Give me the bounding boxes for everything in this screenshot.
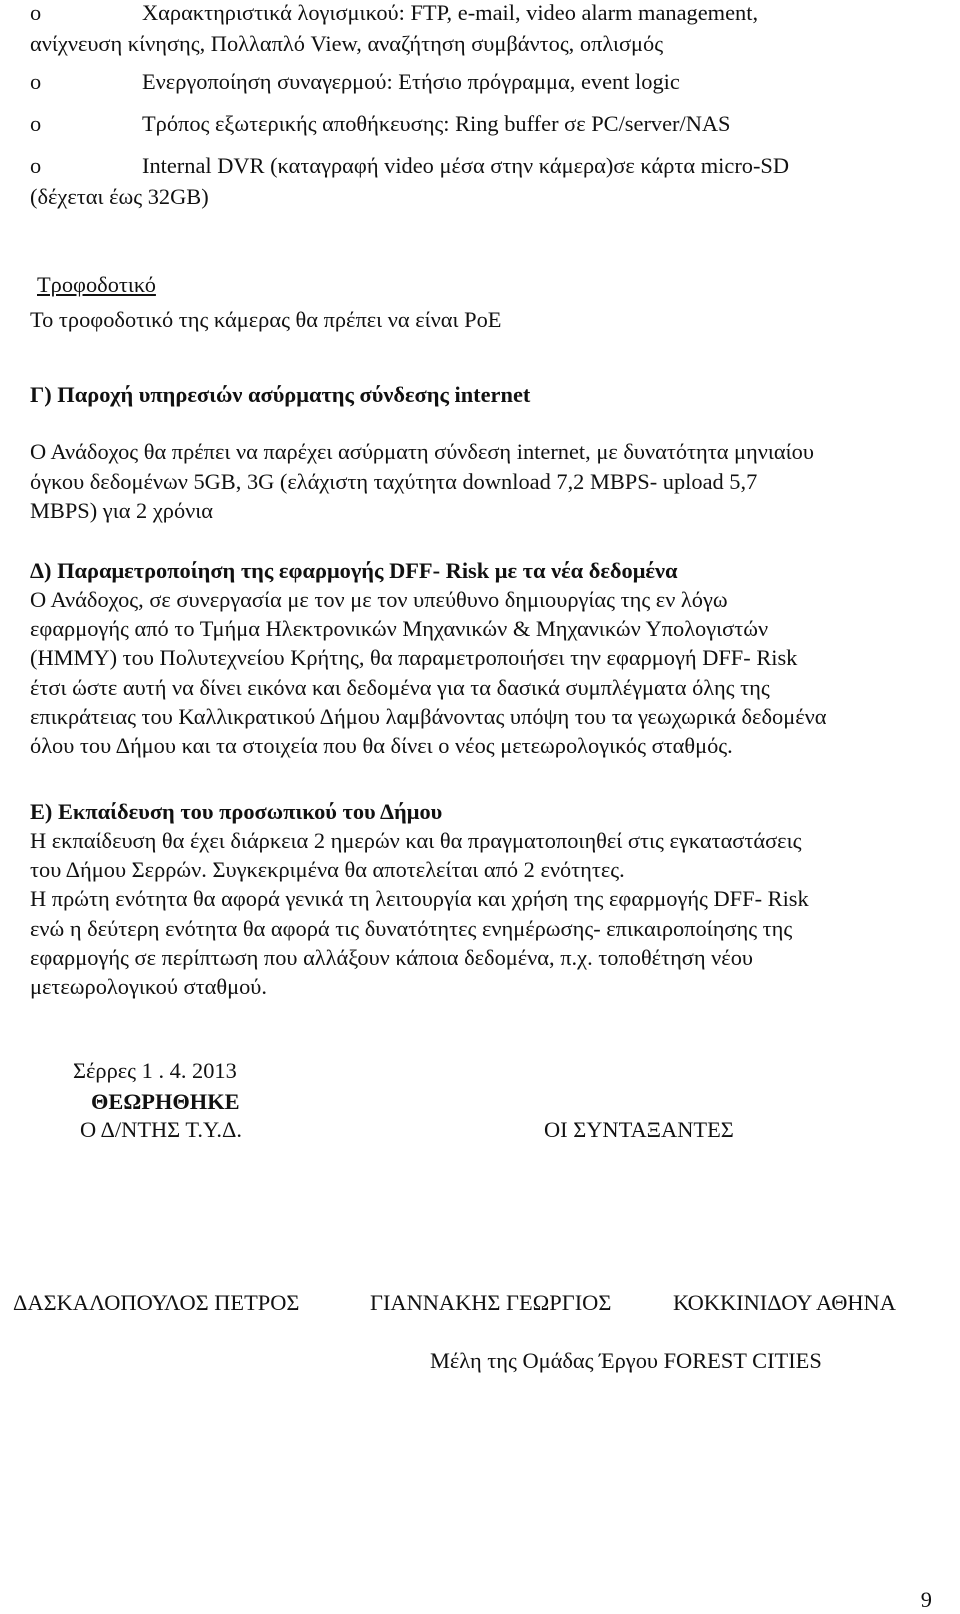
section-d-line: επικράτειας του Καλλικρατικού Δήμου λαμβάνοντας υπόψη του τα γεωχωρικά δεδομένα bbox=[30, 703, 827, 729]
place-date: Σέρρες 1 . 4. 2013 bbox=[73, 1058, 237, 1083]
section-g-heading: Γ) Παροχή υπηρεσιών ασύρματης σύνδεσης internet bbox=[30, 382, 531, 407]
section-d-line: εφαρμογής από το Τμήμα Ηλεκτρονικών Μηχανικών & Μηχανικών Υπολογιστών bbox=[30, 616, 769, 642]
bullet-marker: o bbox=[30, 69, 42, 94]
approved-label: ΘΕΩΡΗΘΗΚΕ bbox=[91, 1089, 240, 1114]
power-supply-heading: Τροφοδοτικό bbox=[37, 272, 156, 297]
section-g-line: όγκου δεδομένων 5GB, 3G (ελάχιστη ταχύτητα download 7,2 MBPS- upload 5,7 bbox=[30, 468, 758, 494]
bullet-text-continued: (δέχεται έως 32GB) bbox=[30, 184, 209, 209]
bullet-software-features bbox=[30, 0, 930, 59]
section-e-heading: Ε) Εκπαίδευση του προσωπικού του Δήμου bbox=[30, 799, 443, 824]
section-e-line: Η εκπαίδευση θα έχει διάρκεια 2 ημερών και θα πραγματοποιηθεί στις εγκαταστάσεις bbox=[30, 828, 802, 853]
bullet-marker: o bbox=[30, 153, 42, 178]
signatory-name-3: ΚΟΚΚΙΝΙΔΟΥ ΑΘΗΝΑ bbox=[673, 1290, 896, 1315]
bullet-marker: o bbox=[30, 0, 42, 25]
section-d-line: έτσι ώστε αυτή να δίνει εικόνα και δεδομένα για τα δασικά συμπλέγματα όλης της bbox=[30, 674, 770, 700]
page-number: 9 bbox=[920, 1587, 932, 1612]
bullet-text: Internal DVR (καταγραφή video μέσα στην κάμερα)σε κάρτα micro-SD bbox=[142, 153, 790, 178]
bullet-text-continued: ανίχνευση κίνησης, Πολλαπλό View, αναζήτηση συμβάντος, οπλισμός bbox=[30, 31, 664, 56]
section-d-heading: Δ) Παραμετροποίηση της εφαρμογής DFF- Risk με τα νέα δεδομένα bbox=[30, 558, 678, 583]
bullet-alarm-activation bbox=[30, 66, 930, 97]
bullet-external-storage bbox=[30, 108, 930, 139]
section-e-line: του Δήμου Σερρών. Συγκεκριμένα θα αποτελείται από 2 ενότητες. bbox=[30, 857, 625, 883]
section-e-line: εφαρμογής σε περίπτωση που αλλάξουν κάποια δεδομένα, π.χ. τοποθέτηση νέου bbox=[30, 944, 753, 970]
power-supply-text: Το τροφοδοτικό της κάμερας θα πρέπει να είναι PoE bbox=[30, 307, 502, 332]
section-d-line: όλου του Δήμου και τα στοιχεία που θα δίνει ο νέος μετεωρολογικός σταθμός. bbox=[30, 733, 733, 759]
signatory-name-1: ΔΑΣΚΑΛΟΠΟΥΛΟΣ ΠΕΤΡΟΣ bbox=[13, 1290, 300, 1315]
section-d-line: (ΗΜΜΥ) του Πολυτεχνείου Κρήτης, θα παραμετροποιήσει την εφαρμογή DFF- Risk bbox=[30, 645, 798, 671]
bullet-text: Τρόπος εξωτερικής αποθήκευσης: Ring buffer σε PC/server/NAS bbox=[142, 111, 731, 136]
team-caption: Μέλη της Ομάδας Έργου FOREST CITIES bbox=[430, 1348, 822, 1373]
bullet-text: Χαρακτηριστικά λογισμικού: FTP, e-mail, video alarm management, bbox=[142, 0, 759, 25]
section-e-body bbox=[30, 826, 928, 1001]
section-g-line: Ο Ανάδοχος θα πρέπει να παρέχει ασύρματη σύνδεση internet, με δυνατότητα μηνιαίου bbox=[30, 439, 814, 464]
bullet-text: Ενεργοποίηση συναγερμού: Ετήσιο πρόγραμμα, event logic bbox=[142, 69, 680, 94]
section-g-body bbox=[30, 437, 928, 526]
section-g-line: MBPS) για 2 χρόνια bbox=[30, 498, 214, 523]
bullet-internal-dvr bbox=[30, 150, 930, 212]
section-e-line: ενώ η δεύτερη ενότητα θα αφορά τις δυνατότητες ενημέρωσης- επικαιροποίησης της bbox=[30, 915, 793, 941]
section-e-line: Η πρώτη ενότητα θα αφορά γενικά τη λειτουργία και χρήση της εφαρμογής DFF- Risk bbox=[30, 886, 809, 912]
authors-label: ΟΙ ΣΥΝΤΑΞΑΝΤΕΣ bbox=[544, 1117, 734, 1142]
director-label: Ο Δ/ΝΤΗΣ Τ.Υ.Δ. bbox=[80, 1117, 242, 1142]
section-e-line: μετεωρολογικού σταθμού. bbox=[30, 974, 267, 1000]
section-d-line: Ο Ανάδοχος, σε συνεργασία με τον με τον υπεύθυνο δημιουργίας της εν λόγω bbox=[30, 587, 728, 612]
bullet-marker: o bbox=[30, 111, 42, 136]
section-d-body bbox=[30, 585, 928, 760]
signatory-name-2: ΓΙΑΝΝΑΚΗΣ ΓΕΩΡΓΙΟΣ bbox=[370, 1290, 612, 1315]
